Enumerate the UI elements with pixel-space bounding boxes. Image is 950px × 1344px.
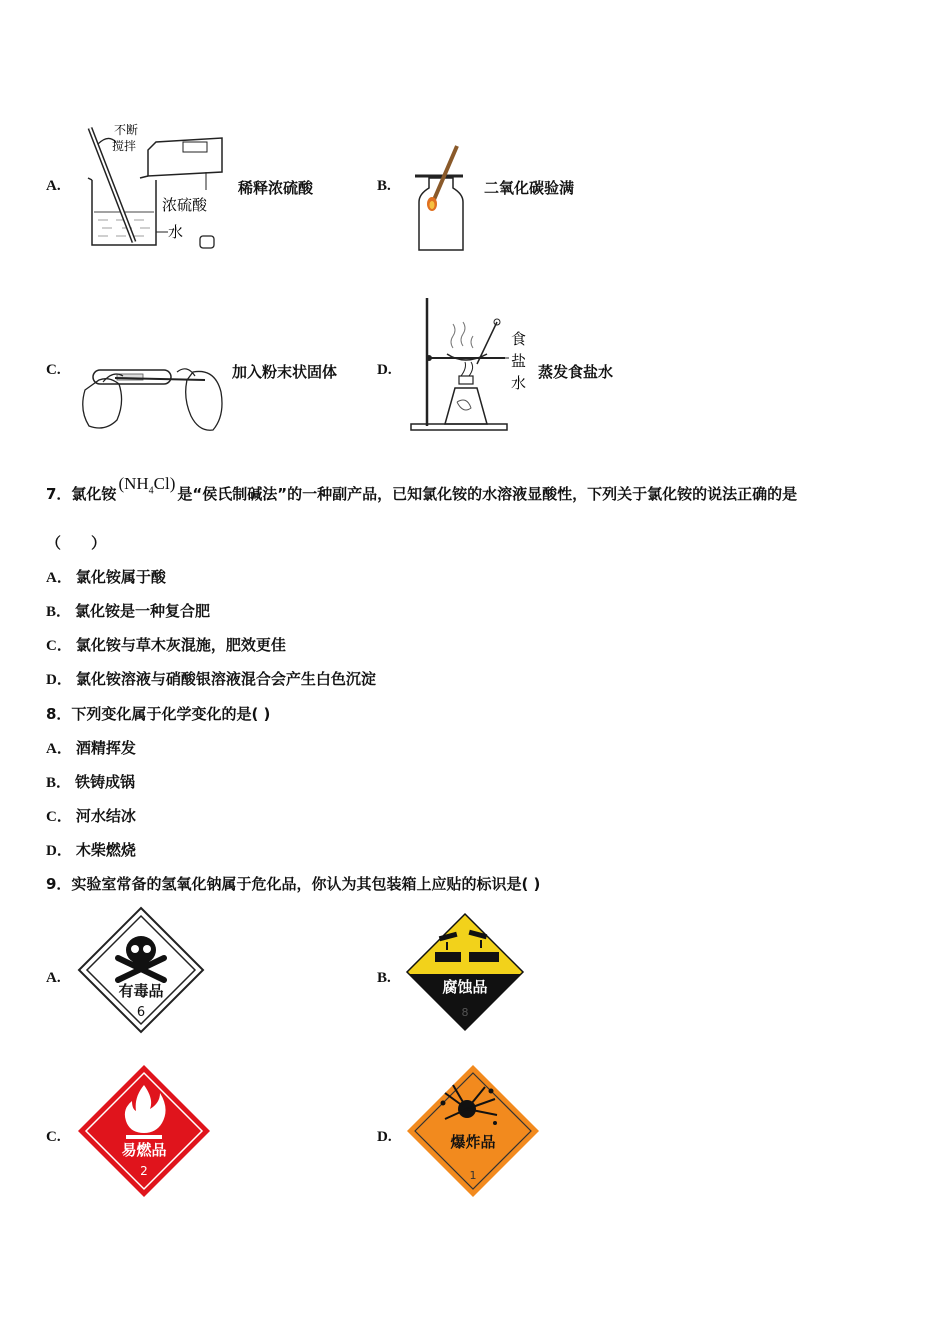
option-letter: C. <box>46 1129 61 1145</box>
toxic-sign-icon <box>76 906 206 1034</box>
q9-stem: 9．实验室常备的氢氧化钠属于危化品，你认为其包装箱上应贴的标识是( ) <box>46 875 541 893</box>
option-caption: 加入粉末状固体 <box>232 363 338 381</box>
sign-num: 6 <box>136 1005 146 1020</box>
annot-v2: 盐 <box>511 352 527 370</box>
q7-stem <box>46 474 798 506</box>
option-letter: A. <box>46 178 61 194</box>
q7-stem-b: 是“侯氏制碱法”的一种副产品，已知氯化铵的水溶液显酸性，下列关于氯化铵的说法正确的是 <box>177 485 798 503</box>
option-letter: A． <box>46 570 72 586</box>
annot-stir2: 搅拌 <box>112 139 137 153</box>
option-letter: D. <box>377 362 392 378</box>
option-letter: B． <box>46 604 72 620</box>
formula-open: (NH <box>118 474 149 493</box>
option-text: 氯化铵与草木灰混施，肥效更佳 <box>75 636 286 654</box>
q8-option-c <box>46 805 136 826</box>
formula-close: Cl) <box>153 474 176 493</box>
option-letter: A． <box>46 741 72 757</box>
q7-paren: （ ） <box>46 534 107 552</box>
option-letter: A. <box>46 970 61 986</box>
co2-full-check-diagram <box>405 140 475 255</box>
q7-option-c <box>46 634 286 655</box>
flammable-sign-icon <box>76 1063 212 1199</box>
q7-stem-a: 7．氯化铵 <box>46 485 117 503</box>
option-text: 氯化铵是一种复合肥 <box>75 602 211 620</box>
sign-text: 爆炸品 <box>450 1133 496 1151</box>
add-powder-diagram <box>75 350 230 435</box>
corrosive-sign-icon <box>405 912 525 1032</box>
q7-option-b <box>46 600 210 621</box>
q7-option-a <box>46 566 166 587</box>
option-caption: 蒸发食盐水 <box>538 363 614 381</box>
option-letter: D． <box>46 672 72 688</box>
sign-text: 有毒品 <box>118 982 164 1000</box>
sign-upper-fill <box>405 912 525 974</box>
sign-num: 2 <box>140 1164 148 1178</box>
q8-option-b <box>46 771 135 792</box>
option-letter: B. <box>377 178 391 194</box>
annot-stir: 不断 <box>114 123 139 137</box>
option-letter: B． <box>46 775 72 791</box>
q8-option-a <box>46 737 136 758</box>
annot-acid: 浓硫酸 <box>162 196 208 214</box>
option-letter: C． <box>46 809 72 825</box>
q7-option-d <box>46 668 376 689</box>
option-text: 河水结冰 <box>75 807 136 825</box>
option-letter: C. <box>46 362 61 378</box>
annot-v1: 食 <box>511 330 527 348</box>
option-letter: B. <box>377 970 391 986</box>
q8-stem: 8．下列变化属于化学变化的是( ) <box>46 705 271 723</box>
sign-num: 8 <box>461 1006 469 1019</box>
sign-text: 易燃品 <box>121 1141 167 1159</box>
dilute-sulfuric-acid-diagram <box>78 120 228 255</box>
option-caption: 二氧化碳验满 <box>484 179 575 197</box>
option-text: 氯化铵属于酸 <box>75 568 166 586</box>
nh4cl-formula <box>118 474 176 497</box>
option-text: 木柴燃烧 <box>75 841 136 859</box>
option-caption: 稀释浓硫酸 <box>238 179 314 197</box>
option-letter: D． <box>46 843 72 859</box>
evaporate-salt-water-diagram <box>405 292 535 434</box>
option-letter: D. <box>377 1129 392 1145</box>
formula-sub: 4 <box>148 485 154 497</box>
option-text: 铁铸成锅 <box>75 773 136 791</box>
option-text: 氯化铵溶液与硝酸银溶液混合会产生白色沉淀 <box>75 670 376 688</box>
explosive-sign-icon <box>405 1063 541 1199</box>
sign-text: 腐蚀品 <box>442 978 488 996</box>
annot-water: 水 <box>168 223 184 241</box>
sign-num: 1 <box>469 1169 477 1182</box>
option-letter: C． <box>46 638 72 654</box>
option-text: 酒精挥发 <box>75 739 136 757</box>
annot-v3: 水 <box>511 374 527 392</box>
q8-option-d <box>46 839 136 860</box>
